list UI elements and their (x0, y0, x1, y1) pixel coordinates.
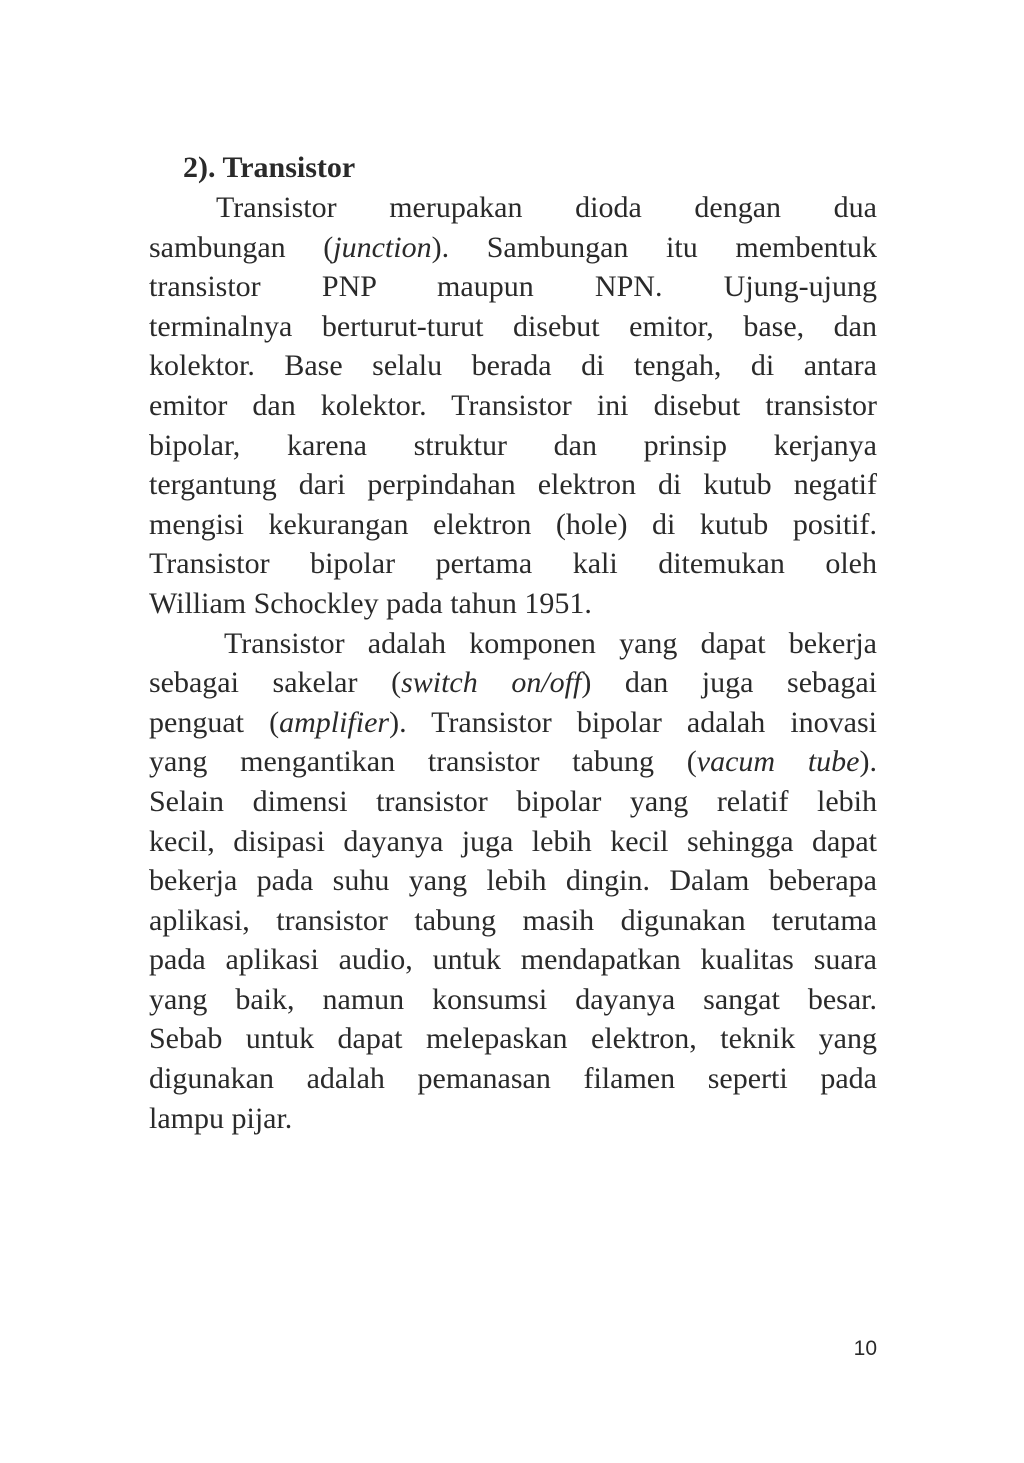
text-line: penguat (amplifier). Transistor bipolar adalah inovasi (149, 705, 877, 739)
text-line: emitor dan kolektor. Transistor ini disebut transistor (149, 388, 877, 422)
text-line: pada aplikasi audio, untuk mendapatkan kualitas suara (149, 943, 877, 977)
text-line: sambungan (junction). Sambungan itu membentuk (149, 230, 877, 264)
text-line: digunakan adalah pemanasan filamen seperti pada (149, 1062, 877, 1096)
text-line: Transistor bipolar pertama kali ditemukan oleh (149, 547, 877, 581)
text-line: mengisi kekurangan elektron (hole) di kutub positif. (149, 507, 877, 541)
text-line: yang mengantikan transistor tabung (vacum tube). (149, 745, 877, 779)
text-line: bekerja pada suhu yang lebih dingin. Dalam beberapa (149, 864, 877, 898)
text-line: kolektor. Base selalu berada di tengah, di antara (149, 349, 877, 383)
text-line: tergantung dari perpindahan elektron di kutub negatif (149, 468, 877, 502)
text-line: bipolar, karena struktur dan prinsip kerjanya (149, 428, 877, 462)
text-line: kecil, disipasi dayanya juga lebih kecil sehingga dapat (149, 824, 877, 858)
italic-term: junction (333, 230, 432, 264)
text-line: aplikasi, transistor tabung masih digunakan terutama (149, 903, 877, 937)
text-line: Selain dimensi transistor bipolar yang relatif lebih (149, 784, 877, 818)
text-line: transistor PNP maupun NPN. Ujung-ujung (149, 270, 877, 304)
text-line: yang baik, namun konsumsi dayanya sangat besar. (149, 982, 877, 1016)
text-line: lampu pijar. (149, 1101, 293, 1135)
section-heading: 2). Transistor (183, 151, 356, 184)
text-line: William Schockley pada tahun 1951. (149, 586, 592, 620)
page-number: 10 (853, 1337, 877, 1360)
text-line: Transistor adalah komponen yang dapat bekerja (224, 626, 877, 660)
text-line: terminalnya berturut-turut disebut emitor, base, dan (149, 309, 877, 343)
italic-term: vacum tube (696, 745, 860, 779)
body-text (149, 188, 877, 1138)
italic-term: switch on/off (401, 666, 582, 700)
text-line: sebagai sakelar (switch on/off) dan juga sebagai (149, 666, 877, 700)
text-line: Transistor merupakan dioda dengan dua (216, 191, 877, 224)
text-line: Sebab untuk dapat melepaskan elektron, teknik yang (149, 1022, 877, 1056)
italic-term: amplifier (279, 705, 390, 739)
